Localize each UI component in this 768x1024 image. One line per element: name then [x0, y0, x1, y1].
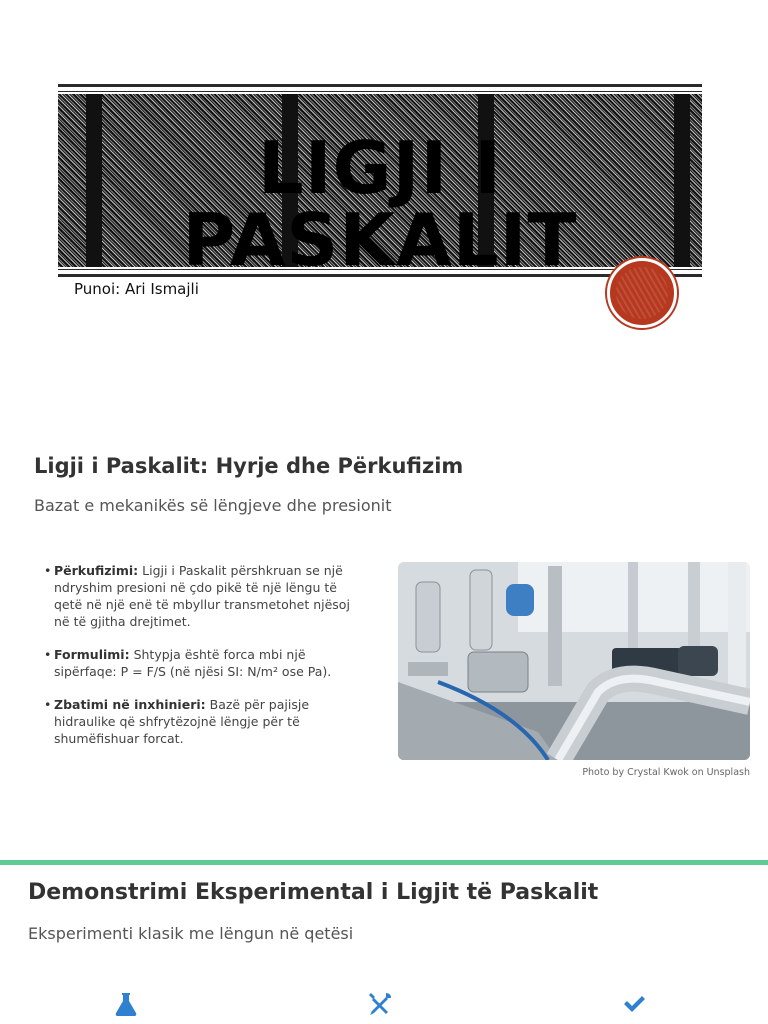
bullet-text: Bazë për pajisje hidraulike që shfrytëzojnë lëngje për të shumëfishuar forcat. — [54, 697, 310, 746]
tools-icon — [366, 990, 394, 1018]
bullet-text: Ligji i Paskalit përshkruan se një ndryshim presioni në çdo pikë të një lëngu të qetë në një enë të mbyllur transmetohet njësoj në të gjitha drejtimet. — [54, 563, 350, 629]
slide-title: Demonstrimi Eksperimental i Ligjit të Paskalit — [28, 880, 599, 905]
flask-icon — [112, 990, 140, 1018]
title-slide — [0, 0, 768, 400]
bullet-formula — [44, 646, 364, 680]
industrial-pipes-photo — [398, 562, 750, 760]
decorative-seal — [607, 258, 677, 328]
bullet-term: Zbatimi në inxhinieri: — [54, 697, 206, 712]
title-banner — [58, 84, 702, 282]
author-line: Punoi: Ari Ismajli — [74, 280, 199, 298]
experiment-slide — [0, 860, 768, 1024]
intro-slide — [0, 400, 768, 860]
bullet-term: Përkufizimi: — [54, 563, 139, 578]
slide-title: Ligji i Paskalit: Hyrje dhe Përkufizim — [34, 454, 464, 478]
bullet-term: Formulimi: — [54, 647, 130, 662]
presentation-title: LIGJI I PASKALIT — [182, 126, 578, 282]
check-icon — [620, 990, 648, 1018]
slide-subtitle: Bazat e mekanikës së lëngjeve dhe presionit — [34, 496, 392, 515]
photo-illustration — [398, 562, 750, 760]
bullet-list — [44, 562, 364, 763]
bullet-definition — [44, 562, 364, 630]
bullet-application — [44, 696, 364, 747]
bullet-text: Shtypja është forca mbi një sipërfaqe: P = F/S (në njësi SI: N/m² ose Pa). — [54, 647, 332, 679]
slide-subtitle: Eksperimenti klasik me lëngun në qetësi — [28, 924, 354, 943]
photo-credit: Photo by Crystal Kwok on Unsplash — [582, 767, 750, 778]
accent-bar — [0, 860, 768, 865]
